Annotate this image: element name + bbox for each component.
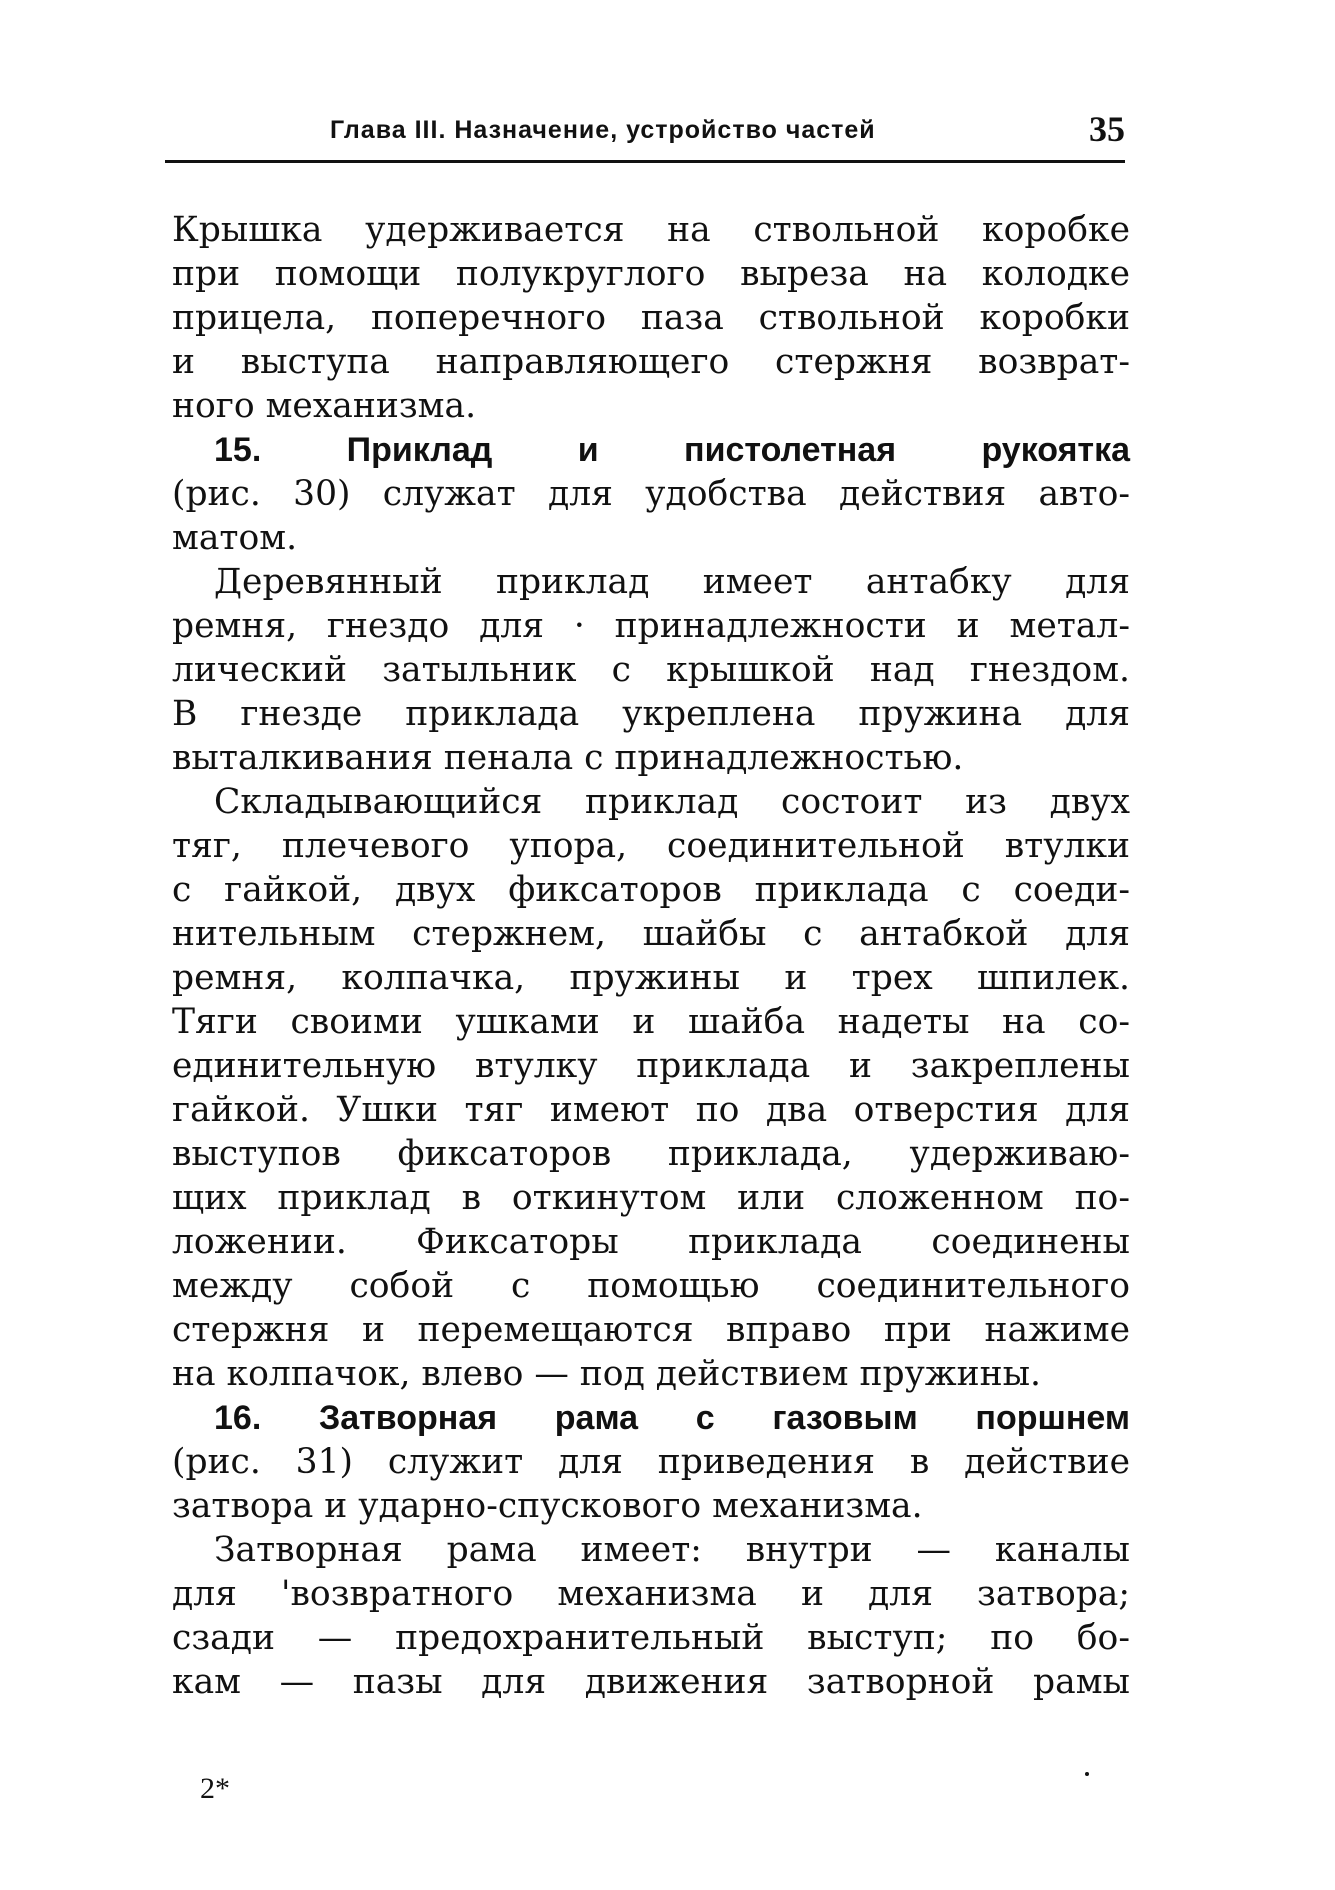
text-line: затвора и ударно-спускового механизма.: [172, 1486, 923, 1526]
text-line: выталкивания пенала с принадлежностью.: [172, 738, 964, 778]
ink-dot: [1085, 1772, 1089, 1776]
paragraph: [172, 560, 1130, 780]
text-line: нительным стержнем, шайбы с антабкой для: [172, 914, 1130, 954]
text-line: между собой с помощью соединительного: [172, 1266, 1130, 1306]
text-line: сзади — предохранительный выступ; по бо-: [172, 1618, 1130, 1658]
text-line: гайкой. Ушки тяг имеют по два отверстия для: [172, 1090, 1130, 1130]
text-line: щих приклад в откинутом или сложенном по-: [172, 1178, 1130, 1218]
text-line: Крышка удерживается на ствольной коробке: [172, 210, 1130, 250]
text-line: с гайкой, двух фиксаторов приклада с соеди-: [172, 870, 1130, 910]
text-line: тяг, плечевого упора, соединительной втулки: [172, 826, 1130, 866]
text-line: ремня, гнездо для · принадлежности и метал-: [172, 606, 1130, 646]
section-heading-line: [172, 428, 1130, 472]
running-head: [165, 108, 1125, 158]
paragraph: [172, 1528, 1130, 1704]
signature-mark: 2*: [200, 1772, 230, 1805]
section-heading-line: [172, 1396, 1130, 1440]
text-line: Тяги своими ушками и шайба надеты на со-: [172, 1002, 1130, 1042]
text-line: Складывающийся приклад состоит из двух: [214, 782, 1130, 822]
text-line: при помощи полукруглого выреза на колодке: [172, 254, 1130, 294]
section-15: [172, 428, 1130, 560]
text-line: на колпачок, влево — под действием пружины.: [172, 1354, 1042, 1394]
text-line: выступов фиксаторов приклада, удерживаю-: [172, 1134, 1130, 1174]
text-line: и выступа направляющего стержня возврат-: [172, 342, 1130, 382]
text-line: (рис. 30) служат для удобства действия авто-: [172, 474, 1130, 514]
header-rule: [165, 160, 1125, 163]
text-line: ного механизма.: [172, 386, 477, 426]
text-line: для 'возвратного механизма и для затвора;: [172, 1574, 1130, 1614]
text-line: лический затыльник с крышкой над гнездом.: [172, 650, 1130, 690]
paragraph: [172, 208, 1130, 428]
paragraph: [172, 780, 1130, 1396]
running-title: Глава III. Назначение, устройство частей: [330, 116, 876, 144]
text-line: В гнезде приклада укреплена пружина для: [172, 694, 1130, 734]
text-line: Деревянный приклад имеет антабку для: [214, 562, 1130, 602]
text-line: Затворная рама имеет: внутри — каналы: [214, 1530, 1130, 1570]
section-heading: 16. Затворная рама с газовым поршнем: [214, 1399, 1130, 1437]
text-line: матом.: [172, 518, 298, 558]
section-16: [172, 1396, 1130, 1528]
text-line: ремня, колпачка, пружины и трех шпилек.: [172, 958, 1130, 998]
body-text: [172, 208, 1130, 1704]
page-number: 35: [1089, 109, 1125, 149]
text-line: ложении. Фиксаторы приклада соединены: [172, 1222, 1130, 1262]
text-line: единительную втулку приклада и закреплены: [172, 1046, 1130, 1086]
text-line: кам — пазы для движения затворной рамы: [172, 1662, 1130, 1702]
text-line: (рис. 31) служит для приведения в действие: [172, 1442, 1130, 1482]
text-line: стержня и перемещаются вправо при нажиме: [172, 1310, 1130, 1350]
section-heading: 15. Приклад и пистолетная рукоятка: [214, 431, 1130, 469]
text-line: прицела, поперечного паза ствольной коробки: [172, 298, 1130, 338]
